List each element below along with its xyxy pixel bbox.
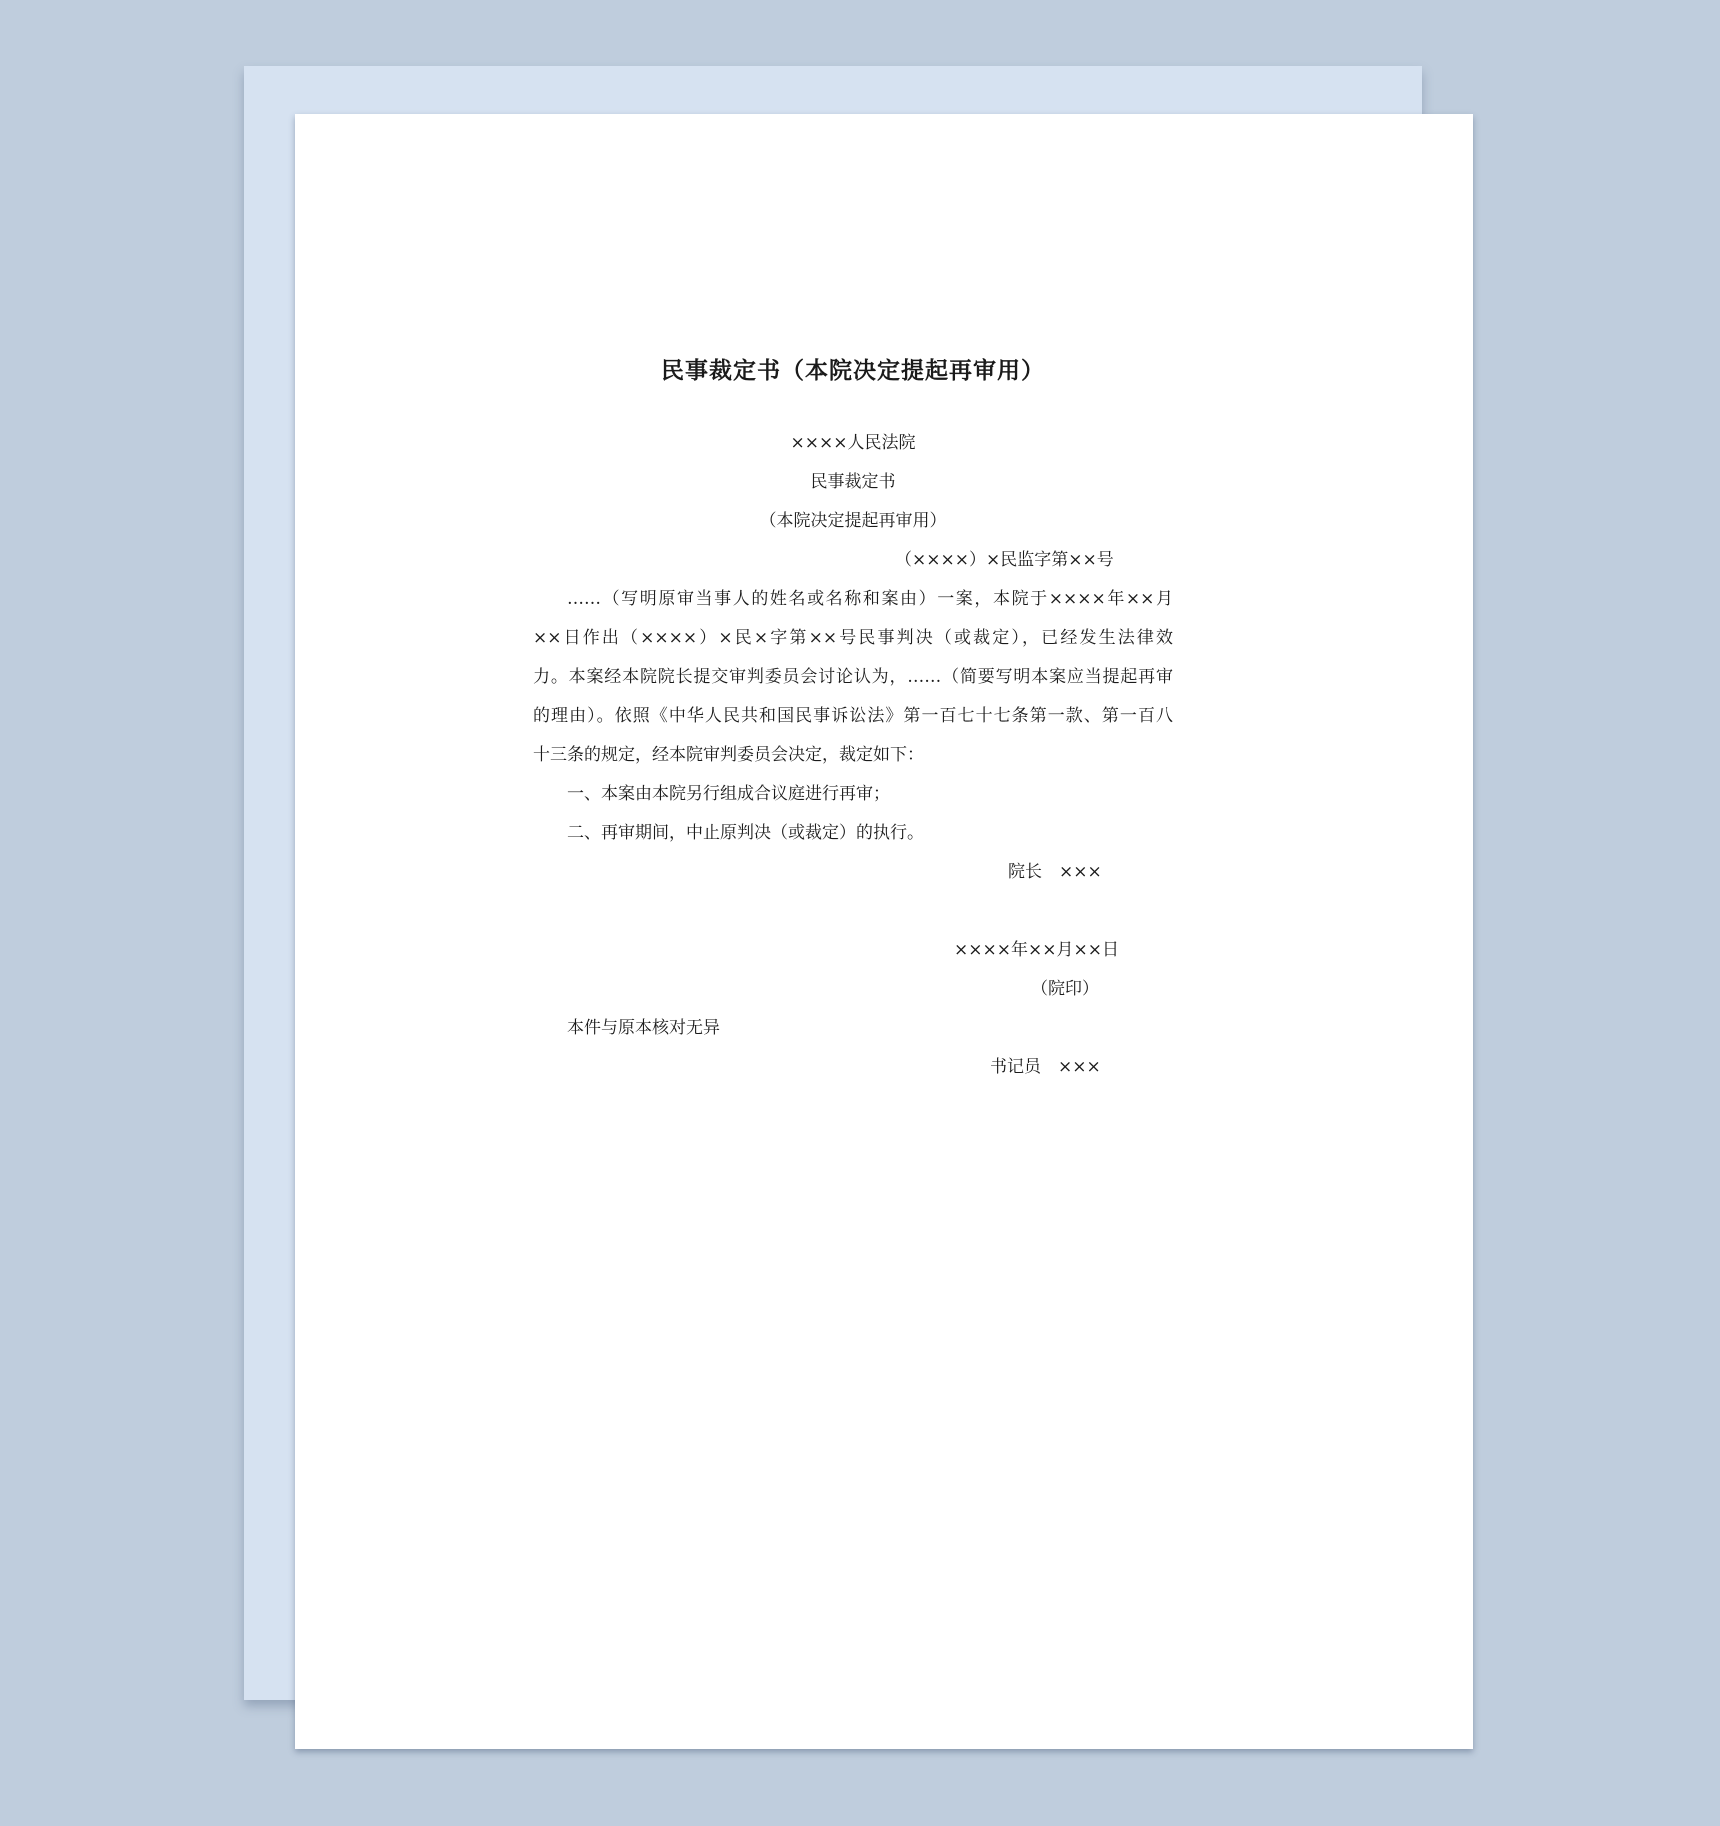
body-line-2: ××日作出（××××）×民×字第××号民事判决（或裁定），已经发生法律效: [533, 628, 1173, 648]
body-line-1: ……（写明原审当事人的姓名或名称和案由）一案，本院于××××年××月: [567, 589, 1173, 609]
verification-note: 本件与原本核对无异: [567, 1018, 720, 1038]
document-page: [295, 114, 1473, 1749]
court-name: ××××人民法院: [790, 433, 916, 453]
case-number: （××××）×民监字第××号: [895, 550, 1114, 570]
body-line-3: 力。本案经本院院长提交审判委员会讨论认为，……（简要写明本案应当提起再审: [533, 667, 1173, 687]
court-seal: （院印）: [1031, 979, 1099, 999]
document-title: 民事裁定书（本院决定提起再审用）: [661, 357, 1045, 384]
president-signature: 院长 ×××: [1008, 862, 1102, 882]
clerk-signature: 书记员 ×××: [990, 1057, 1101, 1077]
ruling-1: 一、本案由本院另行组成合议庭进行再审；: [567, 784, 890, 804]
ruling-date: ××××年××月××日: [954, 940, 1119, 960]
body-line-4: 的理由）。依照《中华人民共和国民事诉讼法》第一百七十七条第一款、第一百八: [533, 706, 1173, 726]
doc-subtype: （本院决定提起再审用）: [759, 511, 947, 531]
body-line-5: 十三条的规定，经本院审判委员会决定，裁定如下：: [533, 745, 924, 765]
ruling-2: 二、再审期间，中止原判决（或裁定）的执行。: [567, 823, 924, 843]
doc-type: 民事裁定书: [810, 472, 896, 492]
